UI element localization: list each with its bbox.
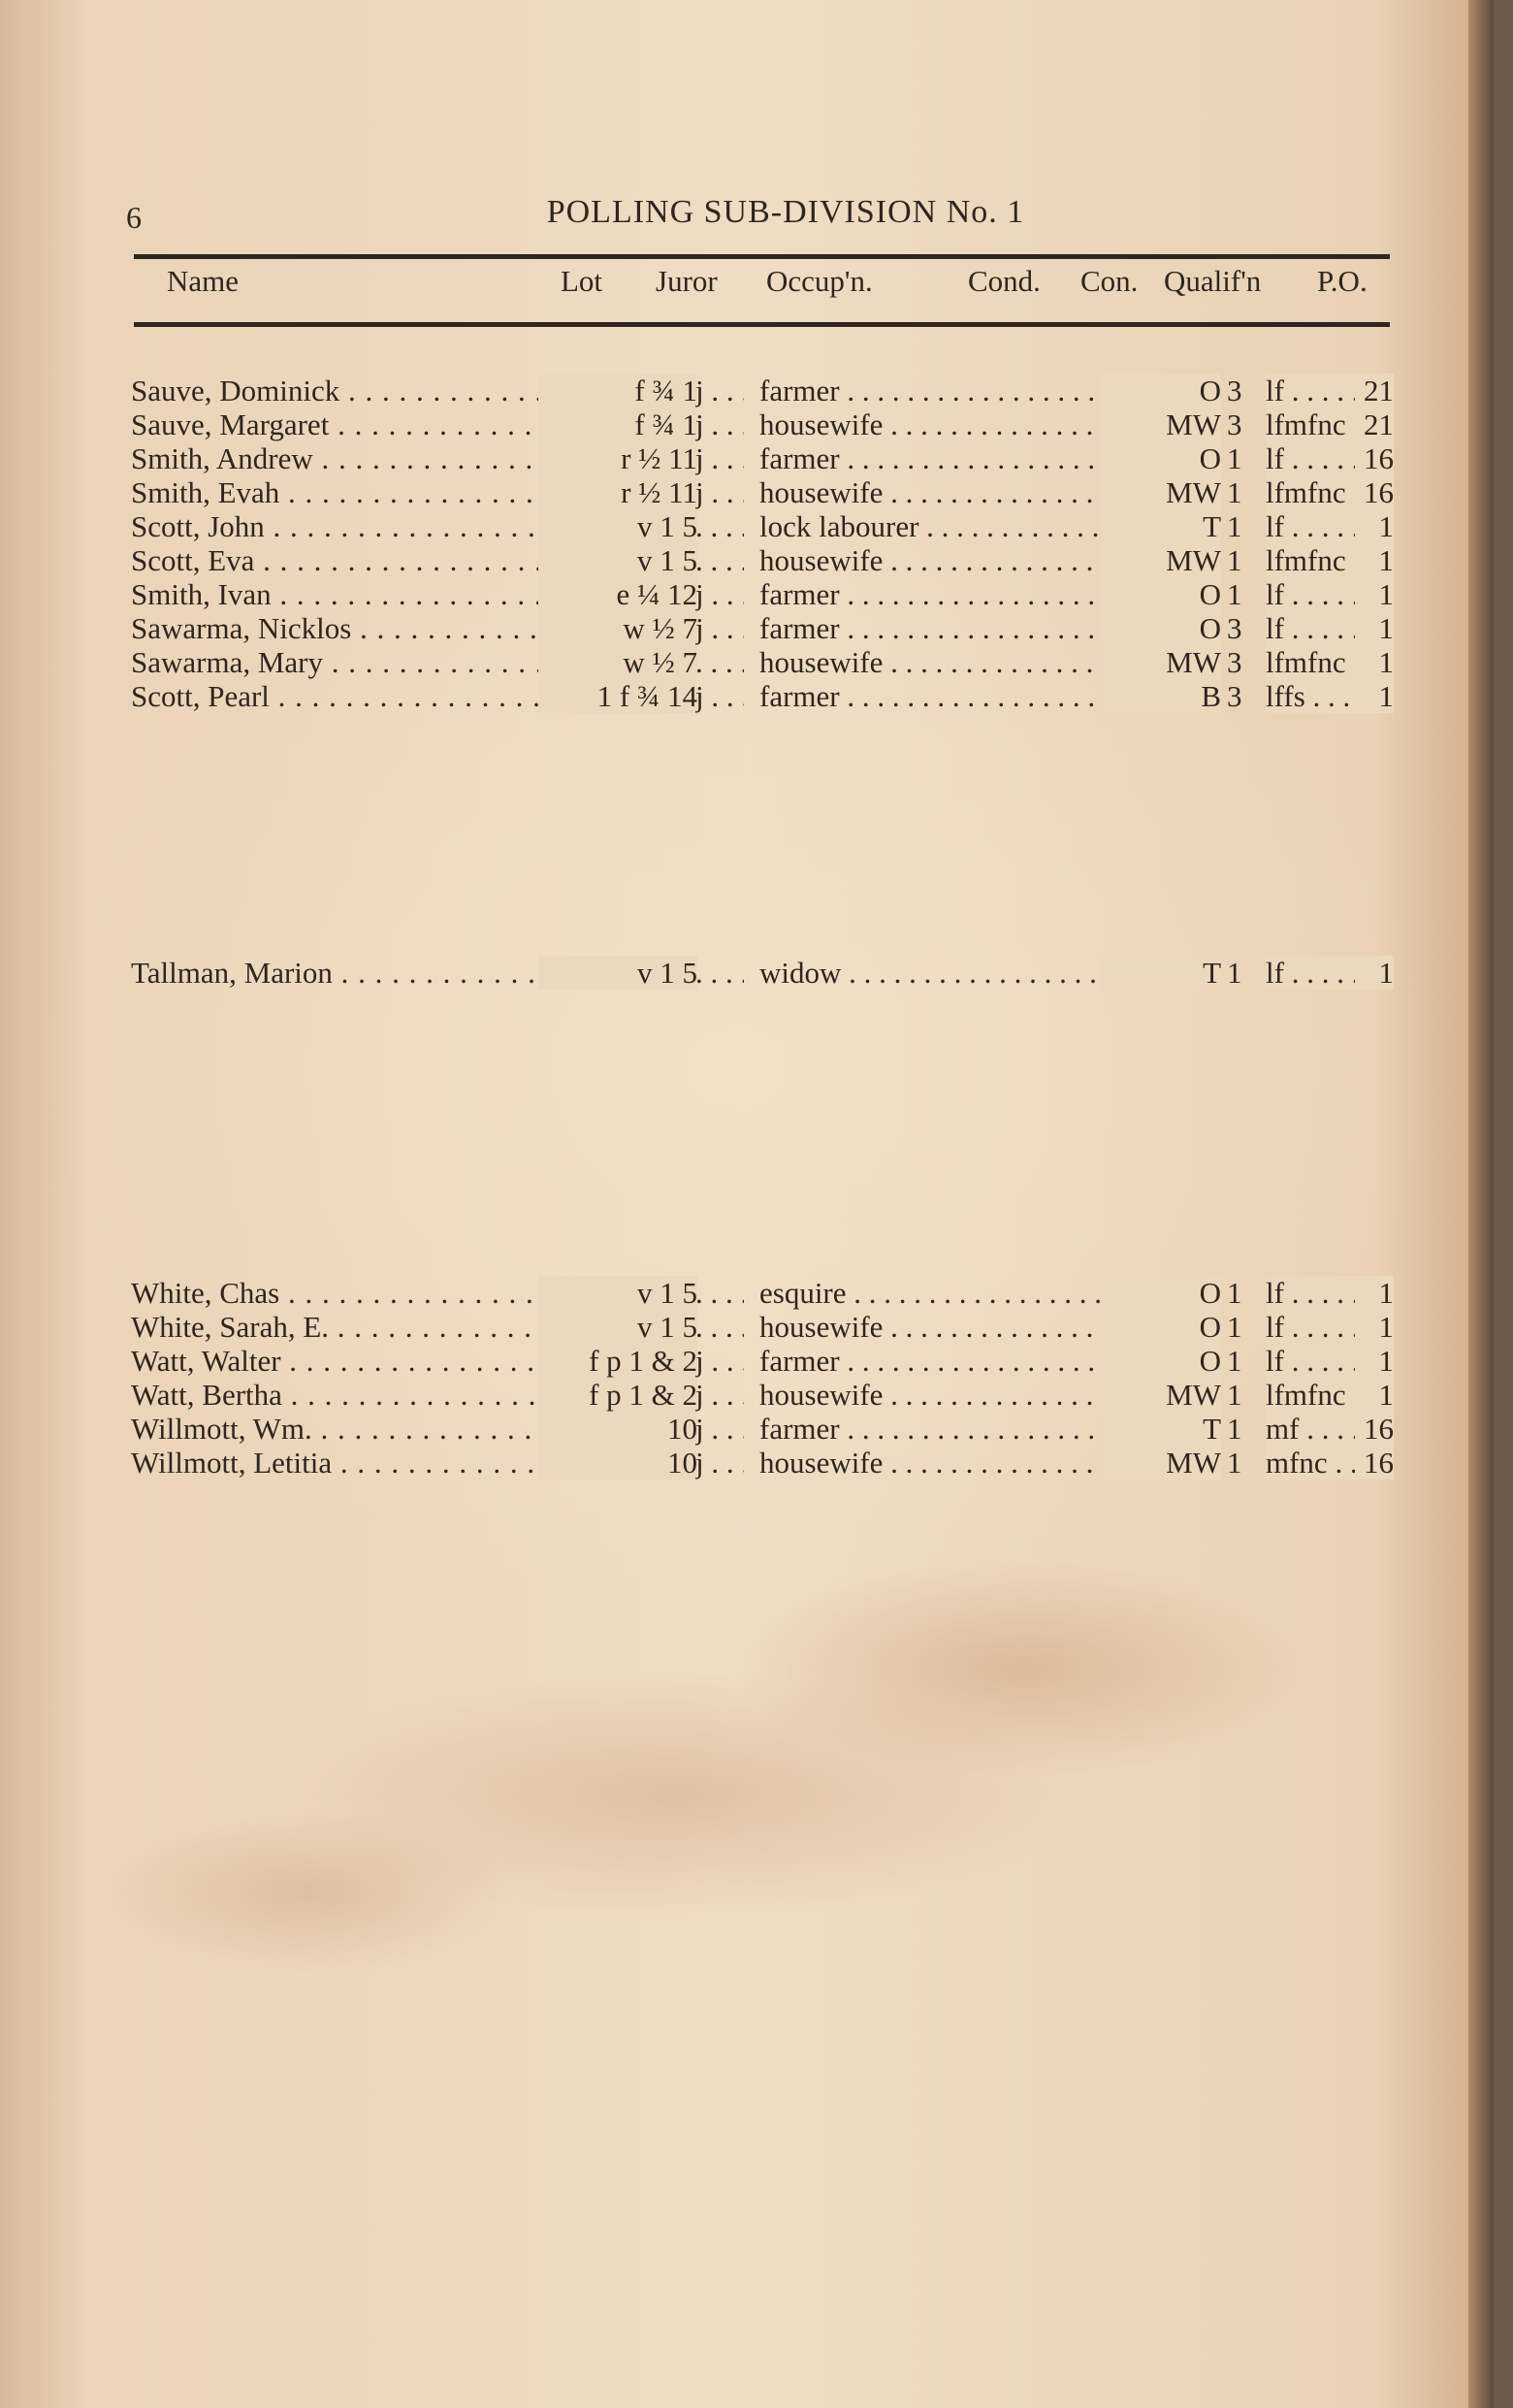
voter-row	[131, 509, 1392, 543]
voter-qualification: lfmfnc . . .	[1266, 543, 1372, 577]
voter-qualification: mfnc . . .	[1266, 1446, 1372, 1480]
voter-juror: j . . .	[695, 374, 744, 407]
voter-cond: T	[1101, 956, 1221, 990]
voter-cond: O	[1101, 611, 1221, 645]
voter-row	[131, 1310, 1392, 1344]
voter-row	[131, 1378, 1392, 1412]
voter-cond: O	[1101, 441, 1221, 475]
voter-lot: w ½ 7	[538, 611, 697, 645]
voter-group	[131, 374, 1392, 713]
voter-row	[131, 1276, 1392, 1310]
voter-qualification: mf . . .	[1266, 1412, 1372, 1446]
voter-row	[131, 577, 1392, 611]
voter-row	[131, 407, 1392, 441]
voter-name: Tallman, Marion . . .	[131, 956, 572, 990]
voter-con: 1	[1227, 1446, 1242, 1480]
voter-occupation: esquire . . .	[759, 1276, 1186, 1310]
voter-qualification: lf . . .	[1266, 1344, 1372, 1378]
voter-juror: j . . .	[695, 475, 744, 509]
voter-po: 1	[1355, 956, 1394, 990]
voter-po: 1	[1355, 1310, 1394, 1344]
voter-name: Scott, Eva . . .	[131, 543, 572, 577]
voter-qualification: lf . . .	[1266, 441, 1372, 475]
voter-qualification: lfmfnc . . .	[1266, 475, 1372, 509]
voter-name: Smith, Evah . . .	[131, 475, 572, 509]
voter-juror: j . . .	[695, 611, 744, 645]
voter-cond: MW	[1101, 1446, 1221, 1480]
voter-juror	[695, 509, 744, 543]
voter-lot: 1 f ¾ 14	[538, 679, 697, 713]
voter-con: 1	[1227, 509, 1242, 543]
voter-group	[131, 1276, 1392, 1480]
voter-cond: MW	[1101, 407, 1221, 441]
voter-cond: MW	[1101, 645, 1221, 679]
voter-qualification: lf . . .	[1266, 509, 1372, 543]
voter-occupation: farmer . . .	[759, 611, 1186, 645]
voter-po: 1	[1355, 645, 1394, 679]
voter-cond: T	[1101, 1412, 1221, 1446]
voter-occupation: housewife . . .	[759, 407, 1186, 441]
voter-name: Sauve, Dominick . . .	[131, 374, 572, 407]
voter-qualification: lf . . .	[1266, 374, 1372, 407]
voter-row	[131, 645, 1392, 679]
voter-occupation: housewife . . .	[759, 1446, 1186, 1480]
voter-po: 1	[1355, 577, 1394, 611]
column-header-cond: Cond.	[968, 264, 1041, 298]
page-number: 6	[126, 200, 142, 235]
voter-po: 16	[1355, 475, 1394, 509]
voter-qualification: lfmfnc . . .	[1266, 407, 1372, 441]
voter-row	[131, 611, 1392, 645]
voter-con: 1	[1227, 1344, 1242, 1378]
voter-occupation: housewife . . .	[759, 645, 1186, 679]
voter-name: Scott, Pearl . . .	[131, 679, 572, 713]
voter-con: 3	[1227, 407, 1242, 441]
voter-cond: O	[1101, 1344, 1221, 1378]
voter-occupation: farmer . . .	[759, 577, 1186, 611]
voter-juror: j . . .	[695, 407, 744, 441]
voter-juror: j . . .	[695, 679, 744, 713]
voter-group	[131, 956, 1392, 990]
voter-name: Watt, Bertha . . .	[131, 1378, 572, 1412]
voter-name: Smith, Ivan . . .	[131, 577, 572, 611]
voter-row	[131, 441, 1392, 475]
page-title: POLLING SUB-DIVISION No. 1	[546, 194, 1025, 230]
voter-cond: O	[1101, 1276, 1221, 1310]
voter-con: 3	[1227, 611, 1242, 645]
voter-cond: O	[1101, 577, 1221, 611]
voter-juror	[695, 645, 744, 679]
voter-qualification: lf . . .	[1266, 956, 1372, 990]
voter-lot: v 1 5	[538, 509, 697, 543]
column-header-name: Name	[167, 264, 240, 298]
voter-name: Smith, Andrew . . .	[131, 441, 572, 475]
voter-lot: v 1 5	[538, 1310, 697, 1344]
voter-qualification: lffs . . .	[1266, 679, 1372, 713]
voter-juror	[695, 1310, 744, 1344]
voter-con: 3	[1227, 679, 1242, 713]
voter-con: 1	[1227, 577, 1242, 611]
voter-occupation: farmer . . .	[759, 1412, 1186, 1446]
voter-row	[131, 1412, 1392, 1446]
voter-name: White, Chas . . .	[131, 1276, 572, 1310]
voter-lot: e ¼ 12	[538, 577, 697, 611]
voter-occupation: housewife . . .	[759, 1310, 1186, 1344]
voter-cond: O	[1101, 1310, 1221, 1344]
voter-occupation: farmer . . .	[759, 374, 1186, 407]
voter-cond: O	[1101, 374, 1221, 407]
voter-occupation: housewife . . .	[759, 543, 1186, 577]
voter-po: 21	[1355, 407, 1394, 441]
voter-cond: MW	[1101, 1378, 1221, 1412]
voter-con: 1	[1227, 1310, 1242, 1344]
column-header-po: P.O.	[1317, 264, 1368, 298]
voter-name: Sauve, Margaret . . .	[131, 407, 572, 441]
voter-con: 3	[1227, 645, 1242, 679]
voter-lot: r ½ 11	[538, 475, 697, 509]
voter-juror	[695, 1276, 744, 1310]
voter-qualification: lfmfnc . . .	[1266, 1378, 1372, 1412]
voter-lot: f ¾ 1	[538, 374, 697, 407]
voter-row	[131, 1344, 1392, 1378]
voter-cond: B	[1101, 679, 1221, 713]
voter-cond: MW	[1101, 543, 1221, 577]
voter-juror: j . . .	[695, 1412, 744, 1446]
voter-juror: j . . .	[695, 577, 744, 611]
voter-lot: f p 1 & 2	[538, 1378, 697, 1412]
voter-qualification: lf . . .	[1266, 577, 1372, 611]
voter-po: 1	[1355, 509, 1394, 543]
voter-po: 1	[1355, 679, 1394, 713]
voter-row	[131, 1446, 1392, 1480]
voter-con: 3	[1227, 374, 1242, 407]
voter-cond: MW	[1101, 475, 1221, 509]
voter-po: 1	[1355, 1378, 1394, 1412]
voter-occupation: farmer . . .	[759, 441, 1186, 475]
voter-po: 16	[1355, 1446, 1394, 1480]
voter-po: 21	[1355, 374, 1394, 407]
voter-occupation: housewife . . .	[759, 475, 1186, 509]
voter-name: White, Sarah, E. . . .	[131, 1310, 572, 1344]
header-rule-bottom	[134, 322, 1390, 327]
voter-lot: v 1 5	[538, 956, 697, 990]
voter-cond: T	[1101, 509, 1221, 543]
column-header-lot: Lot	[561, 264, 603, 298]
voter-juror: j . . .	[695, 441, 744, 475]
voter-name: Willmott, Wm. . . .	[131, 1412, 572, 1446]
voter-row	[131, 374, 1392, 407]
voter-lot: 10	[538, 1412, 697, 1446]
voter-qualification: lf . . .	[1266, 1310, 1372, 1344]
voter-occupation: housewife . . .	[759, 1378, 1186, 1412]
voter-row	[131, 956, 1392, 990]
voter-con: 1	[1227, 956, 1242, 990]
voter-occupation: farmer . . .	[759, 1344, 1186, 1378]
voter-con: 1	[1227, 441, 1242, 475]
voter-po: 1	[1355, 1344, 1394, 1378]
voter-con: 1	[1227, 1276, 1242, 1310]
voter-con: 1	[1227, 1412, 1242, 1446]
voter-po: 16	[1355, 441, 1394, 475]
voter-con: 1	[1227, 1378, 1242, 1412]
voter-lot: f ¾ 1	[538, 407, 697, 441]
voter-name: Sawarma, Mary . . .	[131, 645, 572, 679]
voter-name: Sawarma, Nicklos . . .	[131, 611, 572, 645]
voter-po: 1	[1355, 543, 1394, 577]
voter-po: 1	[1355, 611, 1394, 645]
voter-occupation: farmer . . .	[759, 679, 1186, 713]
voter-lot: v 1 5	[538, 1276, 697, 1310]
voter-name: Scott, John . . .	[131, 509, 572, 543]
page-header	[126, 194, 1387, 243]
voter-name: Watt, Walter . . .	[131, 1344, 572, 1378]
column-header-qualification: Qualif'n	[1164, 264, 1262, 298]
voter-row	[131, 543, 1392, 577]
voter-qualification: lf . . .	[1266, 611, 1372, 645]
voter-lot: v 1 5	[538, 543, 697, 577]
column-header-juror: Juror	[656, 264, 718, 298]
voter-occupation: widow . . .	[759, 956, 1186, 990]
voter-con: 1	[1227, 475, 1242, 509]
voter-po: 16	[1355, 1412, 1394, 1446]
voter-lot: 10	[538, 1446, 697, 1480]
page-edge	[1468, 0, 1494, 2408]
column-header-occupation: Occup'n.	[766, 264, 873, 298]
voter-lot: w ½ 7	[538, 645, 697, 679]
voter-name: Willmott, Letitia . . .	[131, 1446, 572, 1480]
voter-lot: r ½ 11	[538, 441, 697, 475]
voter-qualification: lfmfnc . . .	[1266, 645, 1372, 679]
voter-juror: j . . .	[695, 1344, 744, 1378]
voter-row	[131, 475, 1392, 509]
voter-con: 1	[1227, 543, 1242, 577]
voter-qualification: lf . . .	[1266, 1276, 1372, 1310]
voter-juror	[695, 543, 744, 577]
column-header-con: Con.	[1080, 264, 1139, 298]
voter-juror: j . . .	[695, 1446, 744, 1480]
voter-row	[131, 679, 1392, 713]
voter-lot: f p 1 & 2	[538, 1344, 697, 1378]
voter-juror	[695, 956, 744, 990]
voter-juror: j . . .	[695, 1378, 744, 1412]
voter-occupation: lock labourer . . .	[759, 509, 1186, 543]
voter-po: 1	[1355, 1276, 1394, 1310]
header-rule-top	[134, 254, 1390, 259]
